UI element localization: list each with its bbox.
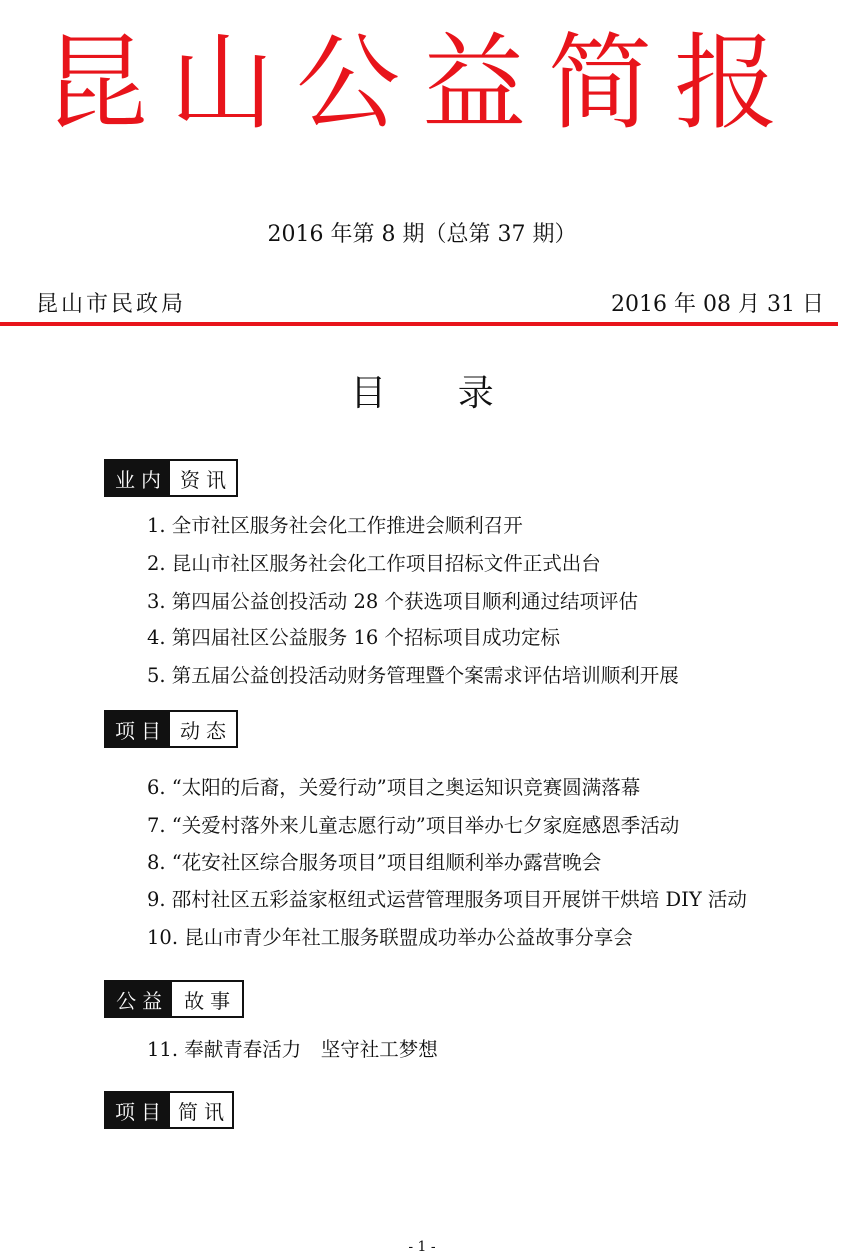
publish-date: 2016 年 08 月 31 日 (611, 292, 824, 317)
toc-title: 目 录 (350, 373, 494, 414)
section-tag-project-updates (104, 710, 238, 748)
toc-item[interactable]: 11. 奉献青春活力 坚守社工梦想 (147, 1038, 438, 1061)
publisher-name: 昆山市民政局 (36, 292, 187, 317)
section-tag-dark-part: 项目 (106, 1093, 170, 1127)
toc-item[interactable]: 3. 第四届公益创投活动 28 个获选项目顺利通过结项评估 (147, 590, 639, 613)
section-tag-industry-news (104, 459, 238, 497)
section-tag-light-part: 故事 (172, 982, 242, 1016)
section-tag-light-part: 资讯 (170, 461, 236, 495)
toc-item[interactable]: 4. 第四届社区公益服务 16 个招标项目成功定标 (147, 626, 561, 649)
header-divider (0, 322, 838, 326)
section-tag-charity-stories (104, 980, 244, 1018)
toc-item[interactable]: 5. 第五届公益创投活动财务管理暨个案需求评估培训顺利开展 (147, 664, 679, 687)
toc-item[interactable]: 1. 全市社区服务社会化工作推进会顺利召开 (147, 514, 523, 537)
section-tag-light-part: 简讯 (170, 1093, 232, 1127)
issue-number: 2016 年第 8 期（总第 37 期） (267, 222, 577, 247)
toc-item[interactable]: 9. 邵村社区五彩益家枢纽式运营管理服务项目开展饼干烘培 DIY 活动 (147, 888, 747, 911)
toc-item[interactable]: 2. 昆山市社区服务社会化工作项目招标文件正式出台 (147, 552, 601, 575)
toc-item[interactable]: 7. “关爱村落外来儿童志愿行动”项目举办七夕家庭感恩季活动 (147, 814, 680, 837)
section-tag-dark-part: 公益 (106, 982, 172, 1016)
masthead-title: 昆山公益简报 (43, 22, 800, 144)
toc-item[interactable]: 6. “太阳的后裔，关爱行动”项目之奥运知识竞赛圆满落幕 (147, 776, 641, 799)
section-tag-light-part: 动态 (170, 712, 236, 746)
toc-item[interactable]: 10. 昆山市青少年社工服务联盟成功举办公益故事分享会 (147, 926, 633, 949)
section-tag-dark-part: 项目 (106, 712, 170, 746)
toc-item[interactable]: 8. “花安社区综合服务项目”项目组顺利举办露营晚会 (147, 851, 602, 874)
section-tag-dark-part: 业内 (106, 461, 170, 495)
section-tag-project-briefs (104, 1091, 234, 1129)
page-number: - 1 - (408, 1239, 436, 1255)
